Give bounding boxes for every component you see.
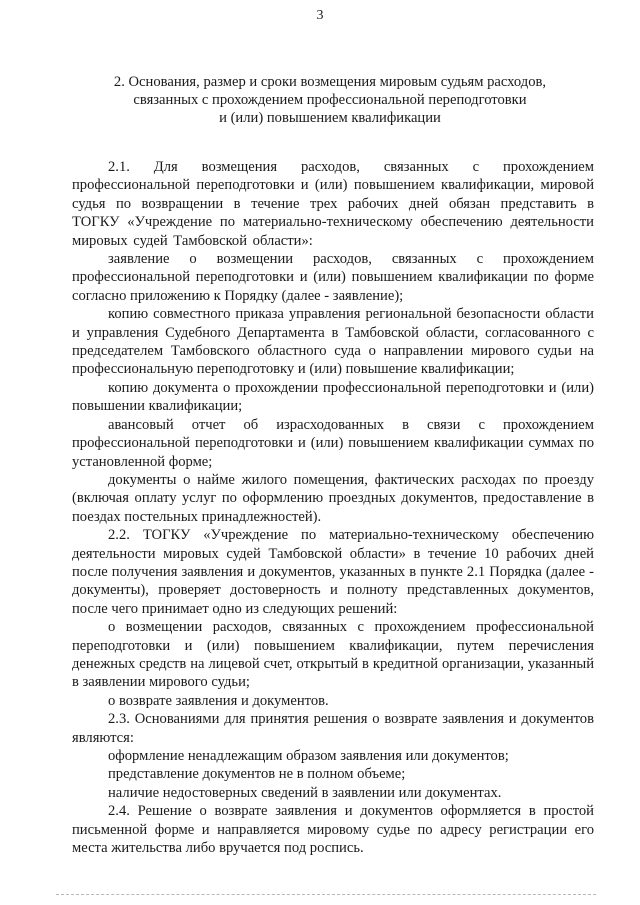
list-item: о возврате заявления и документов. [108,692,329,709]
list-item: наличие недостоверных сведений в заявлении или документах. [108,784,502,801]
list-item: заявление о возмещении расходов, связанных с прохождением профессиональной переподготовки и (или) повышением квалификации по форме согласно приложению к Порядку (далее - заявление); [72,251,594,304]
list-item: копию документа о прохождении профессиональной переподготовки и (или) повышении квалификации; [72,379,594,415]
paragraph-2-3: 2.3. Основаниями для принятия решения о возврате заявления и документов являются: [72,711,594,746]
list-item: оформление ненадлежащим образом заявления или документов; [108,748,509,764]
list-item: авансовый отчет об израсходованных в связи с прохождением профессиональной переподготовки и (или) повышением квалификации суммах по установленной форме; [72,416,594,470]
scan-edge-artifact [56,894,596,895]
section-heading [80,73,580,127]
list-item: документы о найме жилого помещения, фактических расходах по проезду (включая оплату услуг по оформлению проездных документов, предоставление в поездах постельных принадлежностей). [72,471,594,525]
list-item: копию совместного приказа управления региональной безопасности области и управления Судебного Департамента в Тамбовской области, согласованного с председателем Тамбовского областного суда о направлении мирового судьи на профессиональную переподготовку и (или) повышение квалификации; [72,306,594,378]
section-title-line: и (или) повышением квалификации [219,110,441,126]
list-item: о возмещении расходов, связанных с прохождением профессиональной переподготовки и (или) повышением квалификации, путем перечисления денежных средств на лицевой счет, открытый в кредитной организации, указанный в заявлении мирового судьи; [72,619,594,691]
page-number: 3 [316,8,324,23]
paragraph-2-4: 2.4. Решение о возврате заявления и документов оформляется в простой письменной форме и направляется мировому судье по адресу регистрации его места жительства либо вручается под роспись. [72,803,594,857]
document-body [72,158,594,857]
list-item: представление документов не в полном объеме; [108,766,406,783]
paragraph-2-2: 2.2. ТОГКУ «Учреждение по материально-техническому обеспечению деятельности мировых судей Тамбовской области» в течение 10 рабочих дней после получения заявления и документов, указанных в пункте 2.1 Порядка (далее - документы), проверяет достоверность и полноту представленных документов, после чего принимает одно из следующих решений: [72,527,594,617]
paragraph-2-1: 2.1. Для возмещения расходов, связанных с прохождением профессиональной переподготовки и (или) повышением квалификации, мировой судья по возвращении в течение трех рабочих дней обязан представить в ТОГКУ «Учреждение по материально-техническому обеспечению деятельности мировых судей Тамбовской области»: [72,159,594,249]
section-title-line: связанных с прохождением профессиональной переподготовки [133,92,527,108]
section-title-line: 2. Основания, размер и сроки возмещения мировым судьям расходов, [113,74,547,90]
